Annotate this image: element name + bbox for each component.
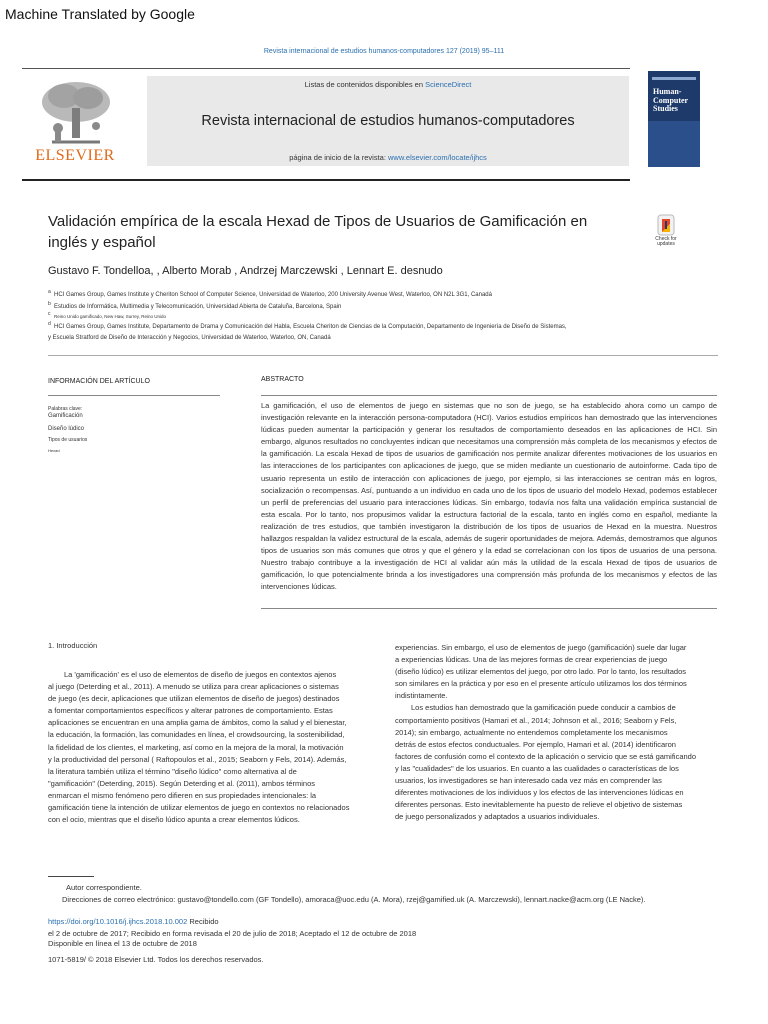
body-line: de juego (es decir, aplicaciones que utilizan elementos de diseño de juegos) destinados xyxy=(48,694,340,704)
section-heading: 1. Introducción xyxy=(48,641,98,650)
keyword-item: Tipos de usuarios xyxy=(48,437,88,443)
homepage-line xyxy=(147,153,629,162)
article-info-heading: INFORMACIÓN DEL ARTÍCULO xyxy=(48,378,150,385)
footnote-rule xyxy=(48,876,94,877)
body-line: Los estudios han demostrado que la gamificación puede conducir a cambios de xyxy=(411,703,676,713)
journal-title: Revista internacional de estudios humanos-computadores xyxy=(201,113,575,129)
body-line: (diseño lúdico) es utilizar elementos del juego, por otro lado. Por lo tanto, los resultados xyxy=(395,667,686,677)
keyword-item: Diseño lúdico xyxy=(48,426,85,432)
body-line: la educación, la formación, las comunidades en línea, el crowdsourcing, la sostenibilidad, xyxy=(48,730,345,740)
email-addresses: Direcciones de correo electrónico: gustavo@tondello.com (GF Tondello), amoraca@uoc.edu (A. Mora), rzej@gamified.uk (A. Marczewski), lennart.nacke@acm.org (LE Nacke). xyxy=(62,895,646,904)
affiliation-c xyxy=(48,311,166,319)
contents-prefix: Listas de contenidos disponibles en xyxy=(304,80,426,89)
body-line: detrás de estos efectos conductuales. Por ejemplo, Hamari et al. (2014) identificaron xyxy=(395,739,676,749)
affiliation-b xyxy=(48,301,342,310)
body-line: y la productividad del personal ( Raftopoulos et al., 2015; Seaborn y Fels, 2014). Además, xyxy=(48,754,347,764)
body-line: enmarcan el mismo fenómeno pero difieren en sus propiedades intencionales: la xyxy=(48,790,317,800)
body-line: la literatura también utiliza el término "diseño lúdico" como alternativa al de xyxy=(48,766,297,776)
check-for-updates-icon xyxy=(649,214,683,238)
affiliation-a xyxy=(48,289,492,298)
journal-reference-link[interactable]: Revista internacional de estudios humanos-computadores 127 (2019) 95–111 xyxy=(263,48,505,55)
journal-homepage-link[interactable]: www.elsevier.com/locate/ijhcs xyxy=(388,153,487,162)
doi-line xyxy=(48,917,219,926)
cover-illustration xyxy=(648,121,700,167)
body-line: diferentes personas. Esto inevitablemente ha puesto de relieve el objetivo de sistemas xyxy=(395,800,683,810)
homepage-prefix: página de inicio de la revista: xyxy=(289,153,388,162)
publisher-wordmark: ELSEVIER xyxy=(35,147,115,164)
body-line: La 'gamificación' es el uso de elementos de diseño de juegos en contextos ajenos xyxy=(64,670,337,679)
body-line: gamificación tiene la intención de utilizar elementos de juego en contextos no relacionados xyxy=(48,803,350,813)
affiliation-text: y Escuela Stratford de Diseño de Interacción y Negocios, Universidad de Waterloo, Waterloo, ON, Canadá xyxy=(48,335,331,341)
article-title: Validación empírica de la escala Hexad de Tipos de Usuarios de Gamificación en inglés y español xyxy=(48,213,588,251)
received-dates: el 2 de octubre de 2017; Recibido en forma revisada el 20 de julio de 2018; Aceptado el 12 de octubre de 2018 xyxy=(48,929,417,938)
translation-banner: Machine Translated by Google xyxy=(5,6,195,22)
body-line: experiencias. Sin embargo, el uso de elementos de juego (gamificación) suele dar lugar xyxy=(395,643,687,652)
body-line: con el ocio, mientras que el diseño lúdico apunta a crear elementos lúdicos. xyxy=(48,815,300,825)
affiliation-text: Reino Unido gamificado, New Haw, Surrey, Reino Unido xyxy=(54,314,166,319)
contents-line xyxy=(147,80,629,89)
sciencedirect-link[interactable]: ScienceDirect xyxy=(425,80,472,89)
journal-cover-image xyxy=(648,71,700,167)
affiliation-text: HCI Games Group, Games Institute y Cheriton School of Computer Science, Universidad de Waterloo, 200 University Avenue West, Waterloo, ON N2L 3G1, Canadá xyxy=(54,292,492,298)
affiliations-rule xyxy=(48,355,718,356)
body-line: "gamificación" (Deterding, 2015). Según Deterding et al. (2011), ambos términos xyxy=(48,778,315,788)
cover-strip xyxy=(652,77,696,80)
author-list: Gustavo F. Tondelloa, , Alberto Morab , Andrzej Marczewski , Lennart E. desnudo xyxy=(48,265,443,277)
body-line: son similares en la práctica y por eso en el presente artículo utilizamos los dos términos xyxy=(395,679,687,689)
body-line: comportamiento positivos (Hamari et al., 2014; Johnson et al., 2016; Seaborn y Fels, xyxy=(395,715,677,725)
body-line: factores de confusión como el contexto de la aplicación o servicio que se está gamificando xyxy=(395,751,697,761)
body-line: a fomentar comportamientos específicos y alterar patrones de comportamiento. Estas xyxy=(48,706,333,716)
abstract-rule xyxy=(261,395,717,396)
keyword-item: Hexad xyxy=(48,448,60,453)
keyword-item: Gamificación xyxy=(48,413,83,419)
abstract-bottom-rule xyxy=(261,608,717,609)
check-for-updates-label: Check for updates xyxy=(655,236,677,247)
body-line: 2014); sin embargo, actualmente no entendemos completamente los mecanismos xyxy=(395,727,668,737)
body-line: aplicaciones se encuentran en una amplia gama de ámbitos, como la salud y el bienestar, xyxy=(48,718,347,728)
body-line: y las "cualidades" de los usuarios. En cuanto a las cualidades o características de los xyxy=(395,763,679,773)
check-for-updates-badge[interactable] xyxy=(649,214,683,250)
header-top-rule xyxy=(22,68,630,69)
affiliation-text: HCI Games Group, Games Institute, Departamento de Drama y Comunicación del Habla, Escuela Cheriton de Ciencias de la Computación, Departamento de Ingeniería de Diseño de Sistemas, xyxy=(54,324,567,330)
abstract-text: La gamificación, el uso de elementos de juego en sistemas que no son de juego, se ha establecido ahora como un campo de investigación relevante en la interacción persona-computadora (HCI). Varios estudios empíricos han demostrado que las intervenciones lúdicas pueden aumentar la participación y generar los resultados de comportamiento deseados en las aplicaciones de HCI. Sin embargo, algunos resultados no concluyentes indican que necesitamos una comprensión más completa de los mecanismos y efectos de la gamificación. La escala Hexad de tipos de usuarios de gamificación nos permite analizar diferentes motivaciones de los usuarios en las interacciones de los participantes con aplicaciones de juego, que se miden mediante un cuestionario de autoinforme. Cada tipo de usuario representa un estilo de interacción con aplicaciones de juego, por ejemplo, si las interacciones se centran más en logros, socialización o recompensas. Así, puntuando a un individuo en cada uno de los tipos de usuario del modelo Hexad, podemos establecer un perfil de preferencias del usuario para interacciones lúdicas. Sin embargo, todavía nos falta una validación empírica sustancial de esta escala. Por lo tanto, nos propusimos validar la estructura factorial de la escala, tanto en inglés como en español, mediante la realización de tres estudios, que también investigaron la distribución de los tipos de usuarios de Hexad en la muestra. Nuestros hallazgos respaldan la validez estructural de la escala, además de sugerir oportunidades de mejora. Además, demostramos que algunos tipos de usuarios son más comunes que otros y que el género y la edad se correlacionan con los tipos de usuarios de una persona. Nuestro trabajo contribuye a la investigación de HCI al validar aún más la utilidad de la escala Hexad de tipos de usuarios de gamificación, lo que potencialmente brinda a los investigadores una comprensión más profunda de los mecanismos y efectos de las intervenciones lúdicas. xyxy=(261,401,717,592)
affiliation-mark: d xyxy=(48,321,51,327)
affiliation-text: Estudios de Informática, Multimedia y Telecomunicación, Universidad Abierta de Cataluña, Barcelona, Spain xyxy=(54,304,342,310)
corresponding-author-note: Autor correspondiente. xyxy=(66,883,142,892)
body-line: de juego personalizados y adaptados a usuarios individuales. xyxy=(395,812,600,822)
body-left-column xyxy=(48,669,383,826)
keywords-label: Palabras clave: xyxy=(48,406,83,412)
doi-link[interactable]: https://doi.org/10.1016/j.ijhcs.2018.10.002 xyxy=(48,917,188,926)
body-line: al juego (Deterding et al., 2011). A menudo se utiliza para crear aplicaciones o sistemas xyxy=(48,682,339,692)
affiliation-mark: b xyxy=(48,301,51,307)
copyright-line: 1071-5819/ © 2018 Elsevier Ltd. Todos los derechos reservados. xyxy=(48,955,264,964)
affiliation-d-continued xyxy=(48,335,331,341)
affiliation-d xyxy=(48,321,567,330)
body-line: la fidelidad de los clientes, el marketing, así como en la mejora de la moral, la motivación xyxy=(48,742,344,752)
body-line: indistintamente. xyxy=(395,691,448,701)
body-right-column xyxy=(395,642,718,823)
header-bottom-rule xyxy=(22,179,630,181)
received-label: Recibido xyxy=(187,917,219,926)
body-line: usuarios, los investigadores se han interesado cada vez más en comprender las xyxy=(395,776,662,786)
affiliation-mark: a xyxy=(48,289,51,295)
abstract-heading: ABSTRACTO xyxy=(261,376,304,383)
article-info-rule xyxy=(48,395,220,396)
cover-title: Human-Computer Studies xyxy=(653,87,688,113)
affiliation-mark: c xyxy=(48,311,51,317)
body-line: a experiencias lúdicas. Una de las mejores formas de crear experiencias de juego xyxy=(395,655,668,665)
online-date: Disponible en línea el 13 de octubre de 2018 xyxy=(48,939,197,948)
body-line: diferentes motivaciones de los individuos y los efectos de las intervenciones lúdicas en xyxy=(395,788,684,798)
